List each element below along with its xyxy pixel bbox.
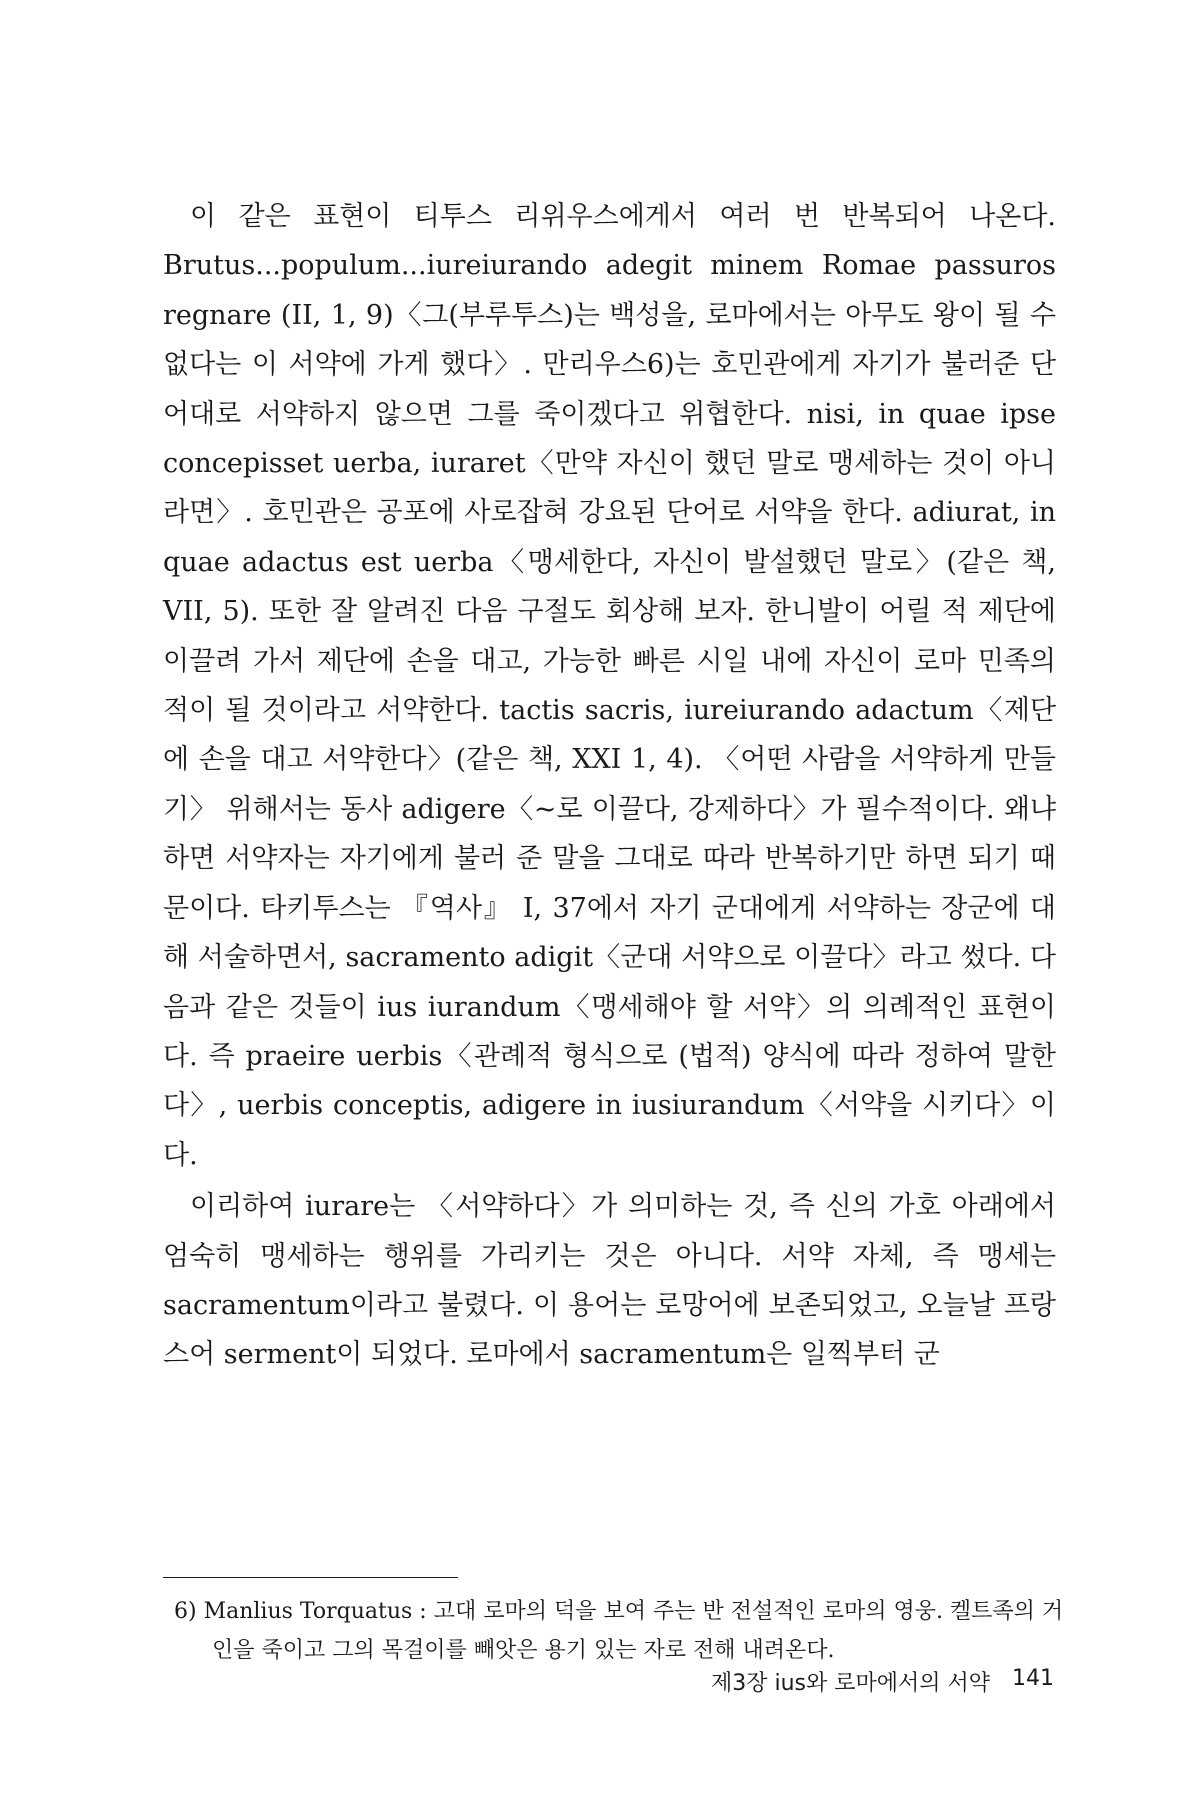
page-footer <box>604 1666 1054 1697</box>
footnote: 6) Manlius Torquatus : 고대 로마의 덕을 보여 주는 반 전설적인 로마의 영웅. 켈트족의 거인을 죽이고 그의 목걸이를 빼앗은 용기 있는 자로 전해 내려온다. <box>174 1599 1064 1663</box>
paragraph: 이리하여 iurare는 〈서약하다〉가 의미하는 것, 즉 신의 가호 아래에서 엄숙히 맹세하는 행위를 가리키는 것은 아니다. 서약 자체, 즉 맹세는 sacramentum이라고 불렸다. 이 용어는 로망어에 보존되었고, 오늘날 프랑스어 serment이 되었다. 로마에서 sacramentum은 일찍부터 군 <box>163 1191 1056 1371</box>
body-text <box>163 192 1056 1380</box>
footnote-divider <box>163 1577 458 1578</box>
paragraph: 이 같은 표현이 티투스 리위우스에게서 여러 번 반복되어 나온다. Brutus...populum...iureiurando adegit minem Romae passuros regnare (II, 1, 9)〈그(부루투스)는 백성을, 로마에서는 아무도 왕이 될 수 없다는 이 서약에 가게 했다〉. 만리우스6)는 호민관에게 자기가 불러준 단어대로 서약하지 않으면 그를 죽이겠다고 위협한다. nisi, in quae ipse concepisset uerba, iuraret〈만약 자신이 했던 말로 맹세하는 것이 아니라면〉. 호민관은 공포에 사로잡혀 강요된 단어로 서약을 한다. adiurat, in quae adactus est uerba〈맹세한다, 자신이 발설했던 말로〉(같은 책, VII, 5). 또한 잘 알려진 다음 구절도 회상해 보자. 한니발이 어릴 적 제단에 이끌려 가서 제단에 손을 대고, 가능한 빠른 시일 내에 자신이 로마 민족의 적이 될 것이라고 서약한다. tactis sacris, iureiurando adactum〈제단에 손을 대고 서약한다〉(같은 책, XXI 1, 4). 〈어떤 사람을 서약하게 만들기〉 위해서는 동사 adigere〈~로 이끌다, 강제하다〉가 필수적이다. 왜냐하면 서약자는 자기에게 불러 준 말을 그대로 따라 반복하기만 하면 되기 때문이다. 타키투스는 『역사』 I, 37에서 자기 군대에게 서약하는 장군에 대해 서술하면서, sacramento adigit〈군대 서약으로 이끌다〉라고 썼다. 다음과 같은 것들이 ius iurandum〈맹세해야 할 서약〉의 의례적인 표현이다. 즉 praeire uerbis〈관례적 형식으로 (법적) 양식에 따라 정하여 말한다〉, uerbis conceptis, adigere in iusiurandum〈서약을 시키다〉이다. <box>163 201 1056 1171</box>
page-number: 141 <box>1012 1666 1054 1691</box>
running-head: 제3장 ius와 로마에서의 서약 <box>710 1671 990 1696</box>
